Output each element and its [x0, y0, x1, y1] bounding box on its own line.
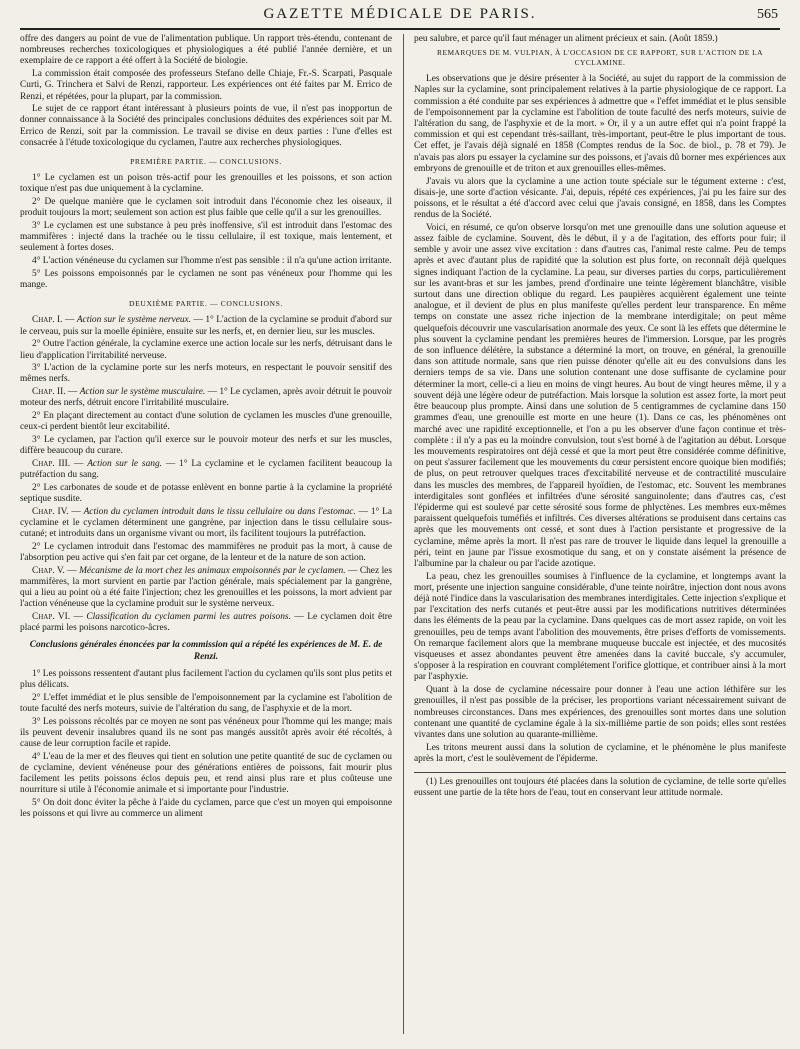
- section-heading: PREMIÈRE PARTIE. — CONCLUSIONS.: [130, 157, 282, 167]
- chapter-label: Chap. I.: [32, 315, 63, 326]
- page-header: [20, 6, 780, 30]
- list-item: 5° Les poissons empoisonnés par le cyclamen ne sont pas vénéneux pour l'homme qui les mange.: [20, 268, 392, 291]
- chapter-paragraph: Chap. III. — Action sur le sang. — 1° La cyclamine et le cyclamen facilitent beaucoup la putréfaction du sang.: [20, 458, 393, 481]
- chapter-label: Chap. III.: [32, 458, 71, 469]
- list-item: 2° Les carbonates de soude et de potasse enlèvent en bonne partie à la cyclamine la propriété septique susdite.: [20, 482, 392, 505]
- section-heading: DEUXIÈME PARTIE. — CONCLUSIONS.: [129, 299, 283, 309]
- chapter-paragraph: Chap. VI. — Classification du cyclamen parmi les autres poisons. — Le cyclamen doit être placé parmi les poisons narcotico-âcres.: [20, 612, 393, 634]
- list-item: 3° Les poissons récoltés par ce moyen ne sont pas vénéneux pour l'homme qui les mange; mais ils peuvent devenir insalubres quand ils ne sont pas mangés aussitôt après avoir été récoltés, à cause de leur corruption facile et rapide.: [20, 716, 392, 750]
- journal-title: GAZETTE MÉDICALE DE PARIS.: [263, 6, 537, 22]
- paragraph: Le sujet de ce rapport étant intéressant à plusieurs points de vue, il n'est pas inopportun de donner connaissance à la Société des principales conclusions déduites des expériences soit par M. Errico de Renzi, soit par la commission. Le travail se divise en deux parties : l'une d'elles est consacrée à l'étude toxicologique du cyclamen, l'autre aux recherches physiologiques.: [20, 104, 392, 148]
- chapter-label: Chap. VI.: [32, 612, 71, 623]
- chapter-label: Chap. II.: [32, 387, 66, 398]
- paragraph: Voici, en résumé, ce qu'on observe lorsqu'on met une grenouille dans une solution aqueuse et assez faible de cyclamine. Souvent, dès le début, il y a de l'agitation, des efforts pour fuir; il semble y avoir une assez vive excitation : dans d'autres cas, l'animal reste calme. Peu de temps après et avec d'autant plus de rapidité que la solution est plus forte, on reconnaît déjà quelques signes indiquant l'action de la cyclamine. La peau, sur diverses parties du corps, particulièrement sur les avant-bras et sur les jambes, prend d'ordinaire une teinte légèrement blanchâtre, visible surtout dans une direction oblique du regard. Les paupières acquièrent également une teinte analogue, et il devient de plus en plus manifeste qu'elles perdent leur transparence. En même temps on constate une assez riche injection de la membrane interdigitale; on peut même quelquefois découvrir une vascularisation anormale des yeux. Ce sont là les effets que détermine le plus souvent la cyclamine pendant les premières heures de l'immersion. Lorsque, par les progrès de son influence délétère, la substance a déterminé la mort, on trouve, en général, la grenouille dans son attitude normale, sans que rien puisse dénoter qu'elle ait eu des convulsions dans les derniers temps de sa vie. Dans une solution contenant une dose suffisante de cyclamine pour déterminer la mort, celle-ci a lieu en moins de vingt heures. Au bout de vingt heures même, il y a souvent déjà une légère odeur de putréfaction. Mais lorsque la solution est assez forte, la mort peut être beaucoup plus prompte. Ainsi dans une solution de 5 centigrammes de cyclamine dans 150 grammes d'eau, une grenouille est morte en une heure (1). Dans ce cas, les phénomènes ont marché avec une rapidité exceptionnelle, et l'on a pu les observer d'une façon continue et très-complète : il n'y a pas eu la moindre convulsion, tout s'est borné à de l'agitation au début. Lorsque les mouvements respiratoires ont déjà cessé et que la mort peut être considérée comme définitive, on peut s'assurer facilement que les mouvements du cœur persistent encore quoique bien modifiés; de plus, on peut retrouver quelques traces d'excitabilité nerveuse et de contractilité musculaire dans les muscles des membres, de l'appareil hyoïdien, de l'estomac, etc. Souvent les membranes interdigitales sont gonflées et infiltrées d'une sérosité sanguinolente; dans d'autres cas, c'est l'épiderme qui est soulevé par cette sérosité sous forme de phlyctènes. Les membres eux-mêmes paraissent quelquefois tuméfiés et infiltrés. Ces diverses altérations se produisent dans certains cas après que les mouvements ont cessé, et sont dues à l'action persistante et progressive de la cyclamine, même après la mort. Il n'est pas rare de trouver le liquide dans lequel la grenouille a péri, teint en jaune par l'issue exosmotique du sang, et on y constate aisément la présence de l'albumine par la chaleur ou par l'acide azotique.: [414, 222, 786, 569]
- chapter-title: Action du cyclamen introduit dans le tissu cellulaire ou dans l'estomac.: [83, 506, 356, 517]
- chapter-title: Classification du cyclamen parmi les autres poisons.: [86, 612, 291, 623]
- list-item: 2° Le cyclamen introduit dans l'estomac des mammifères ne produit pas la mort, à cause de l'absorption peu active qui s'en fait par cet organe, de la lenteur et de la nature de son action.: [20, 541, 392, 564]
- left-column: [20, 34, 392, 822]
- chapter-text: 1° Le cyclamen, après avoir détruit le pouvoir moteur des nerfs, détruit encore l'irritabilité musculaire.: [20, 387, 392, 409]
- chapter-label: Chap. IV.: [32, 506, 69, 517]
- list-item: 3° Le cyclamen, par l'action qu'il exerce sur le pouvoir moteur des nerfs et sur les muscles, diffère beaucoup du curare.: [20, 435, 392, 457]
- chapter-paragraph: Chap. V. — Mécanisme de la mort chez les animaux empoisonnés par le cyclamen. — Chez les mammifères, la mort survient en partie par l'action générale, mais spécialement par la gangrène, qui a lieu au point où a été faite l'injection; chez les grenouilles et les poissons, la mort advient par l'action vénéneuse que la cyclamine produit sur le système nerveux.: [20, 565, 392, 610]
- column-divider: [403, 34, 404, 1034]
- list-item: 1° Les poissons ressentent d'autant plus facilement l'action du cyclamen qu'ils sont plus petits et plus délicats.: [20, 668, 392, 691]
- chapter-title: Mécanisme de la mort chez les animaux empoisonnés par le cyclamen.: [79, 565, 346, 576]
- right-column: [414, 34, 786, 801]
- section-heading: REMARQUES DE M. VULPIAN, À L'OCCASION DE CE RAPPORT, SUR L'ACTION DE LA CYCLAMINE.: [437, 48, 763, 68]
- list-item: 1° Le cyclamen est un poison très-actif pour les grenouilles et les poissons, et son action toxique n'est pas due uniquement à la cyclamine.: [20, 173, 392, 195]
- chapter-label: Chap. V.: [32, 565, 65, 576]
- list-item: 5° On doit donc éviter la pêche à l'aide du cyclamen, parce que c'est un moyen qui empoisonne les poissons et qui livre au commerce un aliment: [20, 798, 392, 820]
- chapter-text: 1° L'action de la cyclamine se produit d'abord sur le cerveau, puis sur la moelle épinière, ensuite sur les nerfs, et, en dernier lieu, sur les muscles.: [20, 315, 393, 337]
- paragraph: peu salubre, et parce qu'il faut ménager un aliment précieux et sain. (Août 1859.): [414, 34, 718, 44]
- chapter-paragraph: Chap. IV. — Action du cyclamen introduit dans le tissu cellulaire ou dans l'estomac. — 1° La cyclamine et le cyclamen déterminent une gangrène, par injection dans le tissu cellulaire sous-cutané; et introduits dans un organisme vivant ou mort, ils facilitent toujours la putréfaction.: [20, 506, 393, 540]
- list-item: 2° L'effet immédiat et le plus sensible de l'empoisonnement par la cyclamine est l'abolition de toute faculté des nerfs moteurs, suivie de l'altération du sang, de l'asphyxie et de la mort.: [20, 692, 392, 714]
- footnote: (1) Les grenouilles ont toujours été placées dans la solution de cyclamine, de telle sorte qu'elles eussent une partie de la tête hors de l'eau, tout en conservant leur attitude normale.: [414, 777, 786, 799]
- chapter-text: 1° La cyclamine et le cyclamen facilitent beaucoup la putréfaction du sang.: [20, 458, 393, 481]
- chapter-title: Action sur le système musculaire.: [79, 387, 206, 398]
- paragraph: La commission était composée des professeurs Stefano delle Chiaje, Fr.-S. Scarpati, Pasquale Curti, G. Trinchera et Salvi de Renzi, rapporteur. Les expériences ont été faites par M. Errico de Renzi, et répétées, pour la plupart, par la commission.: [20, 69, 392, 102]
- list-item: 4° L'action vénéneuse du cyclamen sur l'homme n'est pas sensible : il n'a qu'une action irritante.: [32, 256, 392, 267]
- chapter-title: Action sur le système nerveux.: [76, 315, 192, 326]
- chapter-text: Le cyclamen doit être placé parmi les poisons narcotico-âcres.: [20, 612, 393, 634]
- list-item: 2° De quelque manière que le cyclamen soit introduit dans l'économie chez les oiseaux, il produit toujours la mort; seulement son action est plus faible que celle qu'il a sur les grenouilles.: [20, 197, 392, 219]
- paragraph: J'avais vu alors que la cyclamine a une action toute spéciale sur le tégument externe : c'est, disais-je, une sorte d'action vésicante. J'ai, depuis, répété ces expériences, j'ai pu les faire sur des poissons, et le résultat a été d'accord avec celui que j'avais consigné, en 1858, dans les Comptes rendus de la Société.: [414, 176, 786, 221]
- conclusions-heading: Conclusions générales énoncées par la commission qui a répété les expériences de M. E. de Renzi.: [29, 640, 383, 662]
- list-item: 2° En plaçant directement au contact d'une solution de cyclamen les muscles d'une grenouille, ceux-ci perdent bientôt leur excitabilité.: [20, 411, 392, 433]
- chapter-text: Chez les mammifères, la mort survient en partie par l'action générale, mais spécialement par la gangrène, qui a lieu au point où a été faite l'injection; chez les grenouilles et les poissons, la mort advient par l'action vénéneuse que la cyclamine produit sur le système nerveux.: [20, 565, 392, 610]
- list-item: 2° Outre l'action générale, la cyclamine exerce une action locale sur les nerfs, détruisant dans le lieu d'application l'irritabilité nerveuse.: [20, 339, 392, 361]
- chapter-paragraph: Chap. I. — Action sur le système nerveux. — 1° L'action de la cyclamine se produit d'abord sur le cerveau, puis sur la moelle épinière, ensuite sur les nerfs, et, en dernier lieu, sur les muscles.: [20, 315, 393, 337]
- list-item: 3° L'action de la cyclamine porte sur les nerfs moteurs, en respectant le pouvoir sensitif des mêmes nerfs.: [20, 363, 392, 385]
- list-item: 4° L'eau de la mer et des fleuves qui tient en solution une petite quantité de suc de cyclamen ou de cyclamine, devient vénéneuse pour des générations entières de poissons, fait mourir plus facilement les petits poissons éclos depuis peu, et rend ainsi plus rare et plus coûteuse une nourriture si utile à l'économie animale et si importante pour l'industrie.: [20, 751, 392, 796]
- chapter-paragraph: Chap. II. — Action sur le système musculaire. — 1° Le cyclamen, après avoir détruit le pouvoir moteur des nerfs, détruit encore l'irritabilité musculaire.: [20, 387, 392, 409]
- chapter-text: 1° La cyclamine et le cyclamen déterminent une gangrène, par injection dans le tissu cellulaire sous-cutané; et introduits dans un organisme vivant ou mort, ils facilitent toujours la putréfaction.: [20, 506, 393, 540]
- paragraph: La peau, chez les grenouilles soumises à l'influence de la cyclamine, et longtemps avant la mort, présente une injection sanguine considérable, d'une teinte noirâtre, injection dont nous avons déjà noté l'indice dans la vascularisation des membranes interdigitales. Cette injection s'explique et par l'excitation des nerfs cutanés et peut-être aussi par les modifications nutritives déterminées dans les éléments de la peau par la cyclamine. Dans quelques cas de mort assez rapide, on voit les grenouilles, peu de temps avant l'abolition des mouvements, être prises d'efforts de vomissements. On remarque facilement alors que la membrane muqueuse buccale est injectée, et des mucosités visqueuses et assez abondantes peuvent être amenées dans la cavité buccale, s'y accumuler, s'opposer à la respiration en couvrant complétement l'orifice glottique, et contribuer ainsi à la mort par l'asphyxie.: [414, 571, 786, 683]
- paragraph: offre des dangers au point de vue de l'alimentation publique. Un rapport très-étendu, contenant de nombreuses recherches toxicologiques et physiologiques a été publié l'année dernière, et un exemplaire de ce rapport a été offert à la Société de biologie.: [20, 34, 392, 67]
- page-number: 565: [757, 7, 778, 22]
- paragraph: Les observations que je désire présenter à la Société, au sujet du rapport de la commission de Naples sur la cyclamine, sont principalement relatives à la partie physiologique de ce rapport. La commission a été conduite par ses expériences à admettre que « l'effet immédiat et le plus sensible de l'empoisonnement par la cyclamine est l'abolition de toute faculté des nerfs moteurs, suivie de l'altération du sang, de l'asphyxie et de la mort. » Or, il y a un autre effet qui n'a point frappé la commission et qui est cependant très-saillant, très-important, peut-être le plus important de tous. Cet effet, je l'avais déjà signalé en 1858 (Comptes rendus de la Soc. de biol., p. 78 et 79). Je n'avais pas alors pu essayer la cyclamine sur des poissons, et j'avais dû borner mes expériences aux embryons de grenouille et de triton et aux grenouilles elles-mêmes.: [414, 74, 786, 174]
- paragraph: Quant à la dose de cyclamine nécessaire pour donner à l'eau une action léthifère sur les grenouilles, il n'est pas possible de la préciser, les proportions variant nécessairement suivant de nombreuses circonstances. Dans mes expériences, des grenouilles sont mortes dans une solution contenant une quantité de cyclamine égale à la six-millième partie de son poids; elles sont restées vivantes dans une solution au quarante-millième.: [414, 685, 786, 740]
- paragraph: Les tritons meurent aussi dans la solution de cyclamine, et le phénomène le plus manifeste après la mort, c'est le soulèvement de l'épiderme.: [414, 742, 786, 764]
- chapter-title: Action sur le sang.: [87, 458, 162, 469]
- footnote-rule: [414, 772, 786, 773]
- list-item: 3° Le cyclamen est une substance à peu près inoffensive, s'il est introduit dans l'estomac des mammifères : injecté dans la trachée ou le tissu cellulaire, il est toxique, mais lentement, et seulement à fortes doses.: [20, 221, 392, 254]
